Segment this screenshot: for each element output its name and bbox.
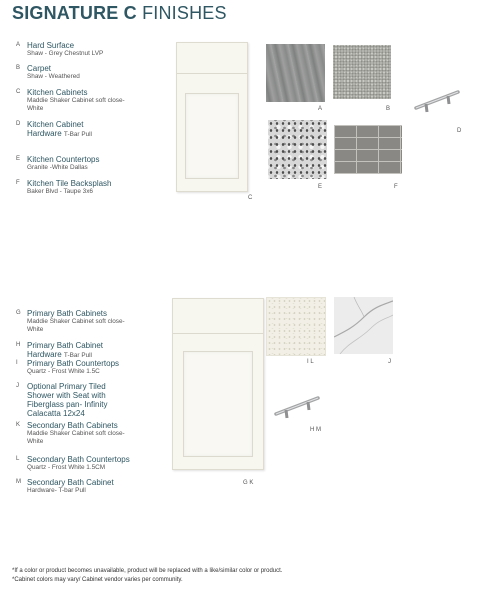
swatch-label-f: F [394,184,398,190]
bath-item-k: K Secondary Bath Cabinets Maddie Shaker Cabinet soft close- White [16,421,125,445]
bath-item-g: G Primary Bath Cabinets Maddie Shaker Cabinet soft close- White [16,309,125,333]
quartz-frost-white-swatch [266,297,326,356]
calacatta-tile-swatch [334,297,393,354]
door-drawer-divider [173,333,263,334]
bath-item-l: L Secondary Bath Countertops Quartz - Frost White 1.5CM [16,455,130,471]
bath-cabinet-door-swatch [172,298,264,470]
swatch-label-hm: H M [310,427,321,433]
footnote-cabinet-colors: *Cabinet colors may vary/ Cabinet vendor varies per community. [12,577,183,583]
granite-swatch [268,120,327,179]
door-panel [183,351,253,457]
page-title-bold: SIGNATURE C [12,3,137,23]
swatch-label-b: B [386,106,391,112]
swatch-label-e: E [318,184,323,190]
kitchen-cabinet-door-swatch [176,42,248,192]
bath-t-bar-pull-icon [272,394,322,422]
bath-item-i: I Primary Bath Countertops Quartz - Frost White 1.5C [16,359,120,375]
swatch-label-a: A [318,106,323,112]
kitchen-item-c: C Kitchen Cabinets Maddie Shaker Cabinet soft close- White [16,88,125,112]
bath-item-m: M Secondary Bath Cabinet Hardware- T-bar Pull [16,478,114,494]
bath-item-j: J Optional Primary Tiled Shower with Seat with Fiberglass pan- Infinity Calacatta 12x24 [16,382,108,418]
footnote-availability: *If a color or product becomes unavailable, product will be replaced with a like/similar color or product. [12,568,283,574]
kitchen-item-a: A Hard Surface Shaw - Grey Chestnut LVP [16,41,104,57]
swatch-label-il: I L [307,359,314,365]
bath-item-h: H Primary Bath Cabinet Hardware T-Bar Pull [16,341,104,359]
t-bar-pull-icon [412,86,462,116]
tile-backsplash-swatch [334,125,402,174]
kitchen-item-b: B Carpet Shaw - Weathered [16,64,80,80]
swatch-label-c: C [248,195,253,201]
kitchen-item-d: D Kitchen Cabinet Hardware T-Bar Pull [16,120,92,138]
page-title [12,3,227,24]
swatch-label-j: J [388,359,391,365]
kitchen-item-e: E Kitchen Countertops Granite -White Dallas [16,155,100,171]
lvp-swatch [266,44,325,102]
swatch-label-d: D [457,128,462,134]
door-drawer-divider [177,73,247,74]
door-panel [185,93,239,179]
page-title-normal: FINISHES [136,3,227,23]
carpet-swatch [333,45,391,99]
kitchen-item-f: F Kitchen Tile Backsplash Baker Blvd - Taupe 3x6 [16,179,112,195]
swatch-label-gk: G K [243,480,254,486]
